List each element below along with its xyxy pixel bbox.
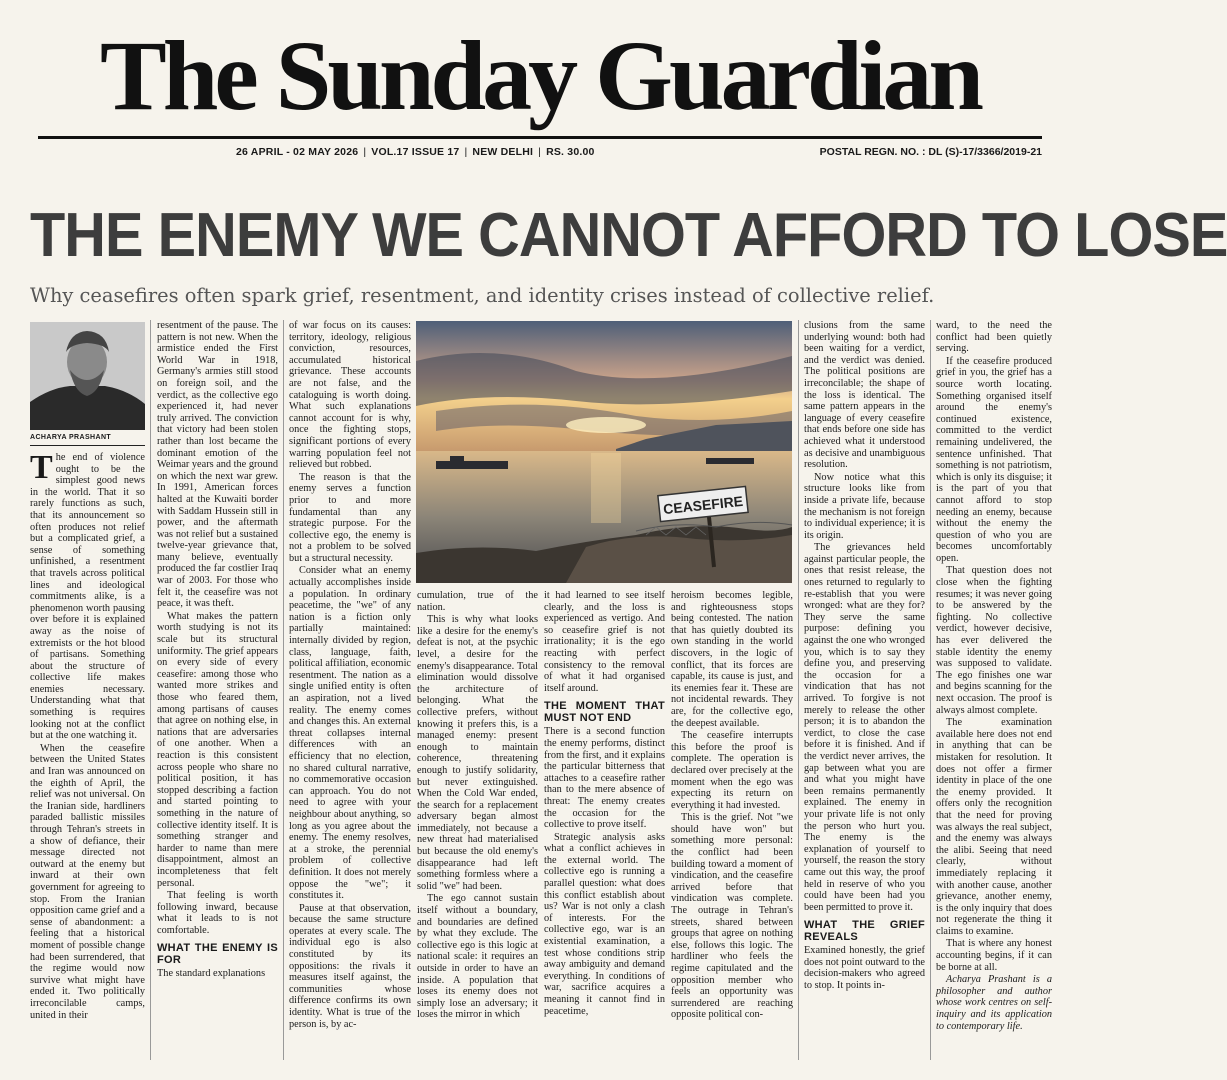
paragraph: If the ceasefire produced grief in you, the grief has a source worth locating. Something organised itself around the enemy's continued existence, committed to the verdict remaining undelivered, the sentence unfinished. That something is not patriotism, which is only its disguise; it is the part of you that cannot afford to stop needing an enemy, because without the enemy the question of who you are becomes uncomfortably open. [936, 355, 1052, 564]
masthead-title: The Sunday Guardian [100, 20, 980, 131]
author-rule [30, 445, 145, 446]
ceasefire-sign-text: CEASEFIRE [662, 492, 744, 518]
article-column-7 [804, 320, 925, 1064]
paragraph: When the ceasefire between the United States and Iran was announced on the eighth of April, the relief was not universal. On the Iranian side, hardliners paraded ballistic missiles through Tehran's streets in a show of defiance, their message directed not outward at the enemy but inward at their own government for agreeing to stop. From the Iranian opposition came grief and a sense of abandonment: a feeling that a historical moment of possible change had been surrendered, that the regime would now survive what might have ended it. Two politically irreconcilable camps, united in their [30, 742, 145, 1021]
paragraph: That question does not close when the fighting resumes; it was never going to be answered by the fighting. No collective verdict, however decisive, has ever delivered the stable identity the enemy was supposed to validate. The ego finishes one war and begins scanning for the next occasion. The proof is always almost complete. [936, 565, 1052, 716]
column-divider [798, 320, 799, 1060]
paragraph: heroism becomes legible, and righteousness stops being contested. The nation that has quietly doubted its own standing in the world discovers, in the logic of conflict, that its forces are capable, its cause is just, and its enemies fear it. These are not incidental rewards. They are, for the collective ego, the deepest available. [671, 590, 793, 729]
ceasefire-photo [416, 321, 792, 583]
paragraph: The ego cannot sustain itself without a boundary, and boundaries are defined by what they exclude. The collective ego is this logic at national scale: it requires an outside in order to have an inside. A population that loses its enemy does not simply lose an adversary; it loses the mirror in which [417, 893, 538, 1021]
paragraph: The reason is that the enemy serves a function prior to and more fundamental than any strategic purpose. For the collective ego, the enemy is not a problem to be solved but a structural necessity. [289, 471, 411, 564]
paragraph: This is the grief. Not "we should have won" but something more personal: the conflict had been building toward a moment of vindication, and the ceasefire arrived before that vindication was complete. The outrage in Tehran's streets, shared between groups that agree on nothing else, follows this logic. The hardliner who feels the regime capitulated and the opposition member who feels an opportunity was surrendered are reaching opposite political con- [671, 812, 793, 1021]
paragraph: cumulation, true of the nation. [417, 590, 538, 613]
author-name: ACHARYA PRASHANT [30, 434, 112, 441]
paragraph: Strategic analysis asks what a conflict achieves in the external world. The collective ego is running a parallel question: what does this conflict establish about us? War is not only a clash of interests. For the collective ego, war is an existential examination, a test whose conditions strip away ambiguity and demand everything. In conditions of war, sacrifice acquires a meaning it cannot find in peacetime, [544, 831, 665, 1017]
paragraph: That is where any honest accounting begins, if it can be borne at all. [936, 938, 1052, 973]
column-divider [283, 320, 284, 1060]
paragraph: Pause at that observation, because the same structure operates at every scale. The individual ego is also constituted by its oppositions: the rivals it measures itself against, the communities whose difference confirms its own identity. What is true of the person is, by ac- [289, 902, 411, 1030]
column-divider [930, 320, 931, 1060]
article-column-3 [289, 320, 411, 1064]
paragraph: Examined honestly, the grief does not point outward to the decision-makers who agreed to stop. It points in- [804, 945, 925, 992]
article-column-8 [936, 320, 1052, 1064]
paragraph: The end of violence ought to be the simplest good news in the world. That it so rarely functions as such, that its announcement so often produces not relief but a complicated grief, a sense of something unfinished, a resentment that travels across political lines and ideological commitments alike, is a phenomenon worth pausing over before it is explained away as the noise of extremists or the hot blood of partisans. Something about the structure of collective life makes enemies necessary. Understanding what that something is requires looking not at the conflict but at the one watching it. [30, 449, 145, 742]
article-column-4 [417, 590, 538, 1064]
column-divider [150, 320, 151, 1060]
paragraph: resentment of the pause. The pattern is not new. When the armistice ended the First World War in 1918, Germany's armies still stood on foreign soil, and the verdict, as the collective ego experienced it, had never truly arrived. The conviction that victory had been stolen rather than lost became the dominant emotion of the Weimar years and the ground on which the next war grew. In 1991, American forces halted at the Kuwaiti border with Saddam Hussein still in power, and the aftermath was not relief but a sustained twelve-year grievance that, many believe, eventually produced the far costlier Iraq war of 2003. For those who felt it, the ceasefire was not peace, it was theft. [157, 320, 278, 610]
drop-cap: T [30, 449, 53, 486]
paragraph: Consider what an enemy actually accomplishes inside a population. In ordinary peacetime, the "we" of any nation is a fiction only partially maintained: internally divided by region, class, language, faith, political affiliation, economic resentment. The nation as a single unified entity is often an aspiration, not a lived reality. The enemy comes and changes this. An external threat collapses internal differences with an efficiency that no election, no shared cultural narrative, no commemorative occasion can approach. You do not need to agree with your neighbour about anything, so long as you agree about the enemy. The enemy resolves, at a stroke, the perennial problem of collective definition. It does not merely oppose the "we"; it constitutes it. [289, 565, 411, 902]
paragraph: There is a second function the enemy performs, distinct from the first, and it explains the particular bitterness that attaches to a ceasefire rather than to the mere absence of threat: The enemy creates the occasion for the collective to prove itself. [544, 726, 665, 831]
section-heading: WHAT THE ENEMY IS FOR [157, 942, 278, 967]
article-column-5 [544, 590, 665, 1064]
subheadline: Why ceasefires often spark grief, resentment, and identity crises instead of collective relief. [30, 283, 935, 307]
masthead-rule [38, 136, 1042, 139]
price: RS. 30.00 [546, 146, 595, 158]
paragraph: The standard explanations [157, 968, 266, 980]
article-column-2 [157, 320, 278, 1064]
paragraph: of war focus on its causes: territory, ideology, religious conviction, resources, accumulated historical grievance. These accounts are not false, and the cataloguing is worth doing. What such explanations cannot account for is why, once the fighting stops, significant portions of every warring population feel not relieved but robbed. [289, 320, 411, 471]
headline: THE ENEMY WE CANNOT AFFORD TO LOSE [30, 201, 1227, 270]
author-bio: Acharya Prashant is a philosopher and author whose work centres on self-inquiry and its application to contemporary life. [936, 974, 1052, 1032]
paragraph: What makes the pattern worth studying is not its scale but its structural uniformity. The grief appears on every side of every ceasefire: among those who wanted more strikes and those who feared them, among partisans of causes that agree on nothing else, in nations that are adversaries of one another. When a reaction is this consistent across people who share no political position, it has stopped describing a faction and started pointing to something in the nature of collective identity itself. It is something stranger and harder to name than mere disappointment, almost an incompleteness that felt personal. [157, 610, 278, 889]
paragraph: clusions from the same underlying wound: both had been waiting for a verdict, and the verdict was denied. The political positions are irreconcilable; the shape of the loss is identical. The same pattern appears in the language of every ceasefire that ends before one side has achieved what it understood as decisive and unambiguous resolution. [804, 320, 925, 471]
article-column-6 [671, 590, 793, 1064]
city: NEW DELHI [472, 146, 534, 158]
section-heading: WHAT THE GRIEF REVEALS [804, 919, 925, 944]
article-column-1 [30, 449, 145, 1064]
paragraph: ward, to the need the conflict had been quietly serving. [936, 320, 1052, 355]
paragraph: Now notice what this structure looks like from inside a private life, because the mechanism is not foreign to individual experience; it is its origin. [804, 471, 925, 541]
issue-date: 26 APRIL - 02 MAY 2026 [236, 146, 359, 158]
dateline: 26 APRIL - 02 MAY 2026 | VOL.17 ISSUE 17 | NEW DELHI | RS. 30.00 [236, 146, 595, 158]
paragraph: The examination available here does not end in anything that can be mistaken for resolution. It does not offer a firmer identity in place of the one the enemy provided. It offers only the recognition that the need for proving was always the real subject, and the enemy was always the alibi. Seeing that need clearly, without immediately replacing it with another cause, another grievance, another enemy, is the only inquiry that does not regenerate the thing it claims to examine. [936, 717, 1052, 937]
paragraph: The ceasefire interrupts this before the proof is complete. The operation is declared over precisely at the moment when the ego was expecting its return on everything it had invested. [671, 730, 793, 811]
volume-issue: VOL.17 ISSUE 17 [371, 146, 460, 158]
paragraph: it had learned to see itself clearly, and the loss is experienced as vertigo. And so ceasefire grief is not irrationality; it is the ego reacting with perfect consistency to the removal of what it had organised itself around. [544, 590, 665, 694]
author-photo [30, 322, 145, 430]
paragraph: That feeling is worth following inward, because what it leads to is not comfortable. [157, 890, 278, 936]
paragraph: The grievances held against particular people, the ones that resist release, the ones returned to regularly to re-establish that you were wronged: what are they for? They serve the same purpose: defining you against the one who wronged you, which is to say they define you, and preserving the occasion for a vindication that has not arrived. To forgive is not merely to release the other person; it is to abandon the verdict, to close the case before it is finished. And if the verdict never arrives, the gap between what you are and what you might have been remains permanently explained. The enemy in your private life is not only the person who hurt you. The enemy is the explanation of yourself to yourself, the reason the story came out this way, the proof held in reserve of who you could have been had you been permitted to prove it. [804, 542, 925, 913]
paragraph: This is why what looks like a desire for the enemy's defeat is not, at the psychic level, a desire for the enemy's disappearance. Total elimination would dissolve the architecture of belonging. What the collective prefers, without knowing it prefers this, is a managed enemy: present enough to maintain coherence, threatening enough to justify solidarity, but never extinguished. When the Cold War ended, the search for a replacement adversary began almost immediately, not because a new threat had materialised but because the old enemy's disappearance had left something formless where a solid "we" had been. [417, 614, 538, 892]
postal-registration: POSTAL REGN. NO. : DL (S)-17/3366/2019-21 [819, 146, 1042, 158]
section-heading: THE MOMENT THAT MUST NOT END [544, 700, 665, 725]
